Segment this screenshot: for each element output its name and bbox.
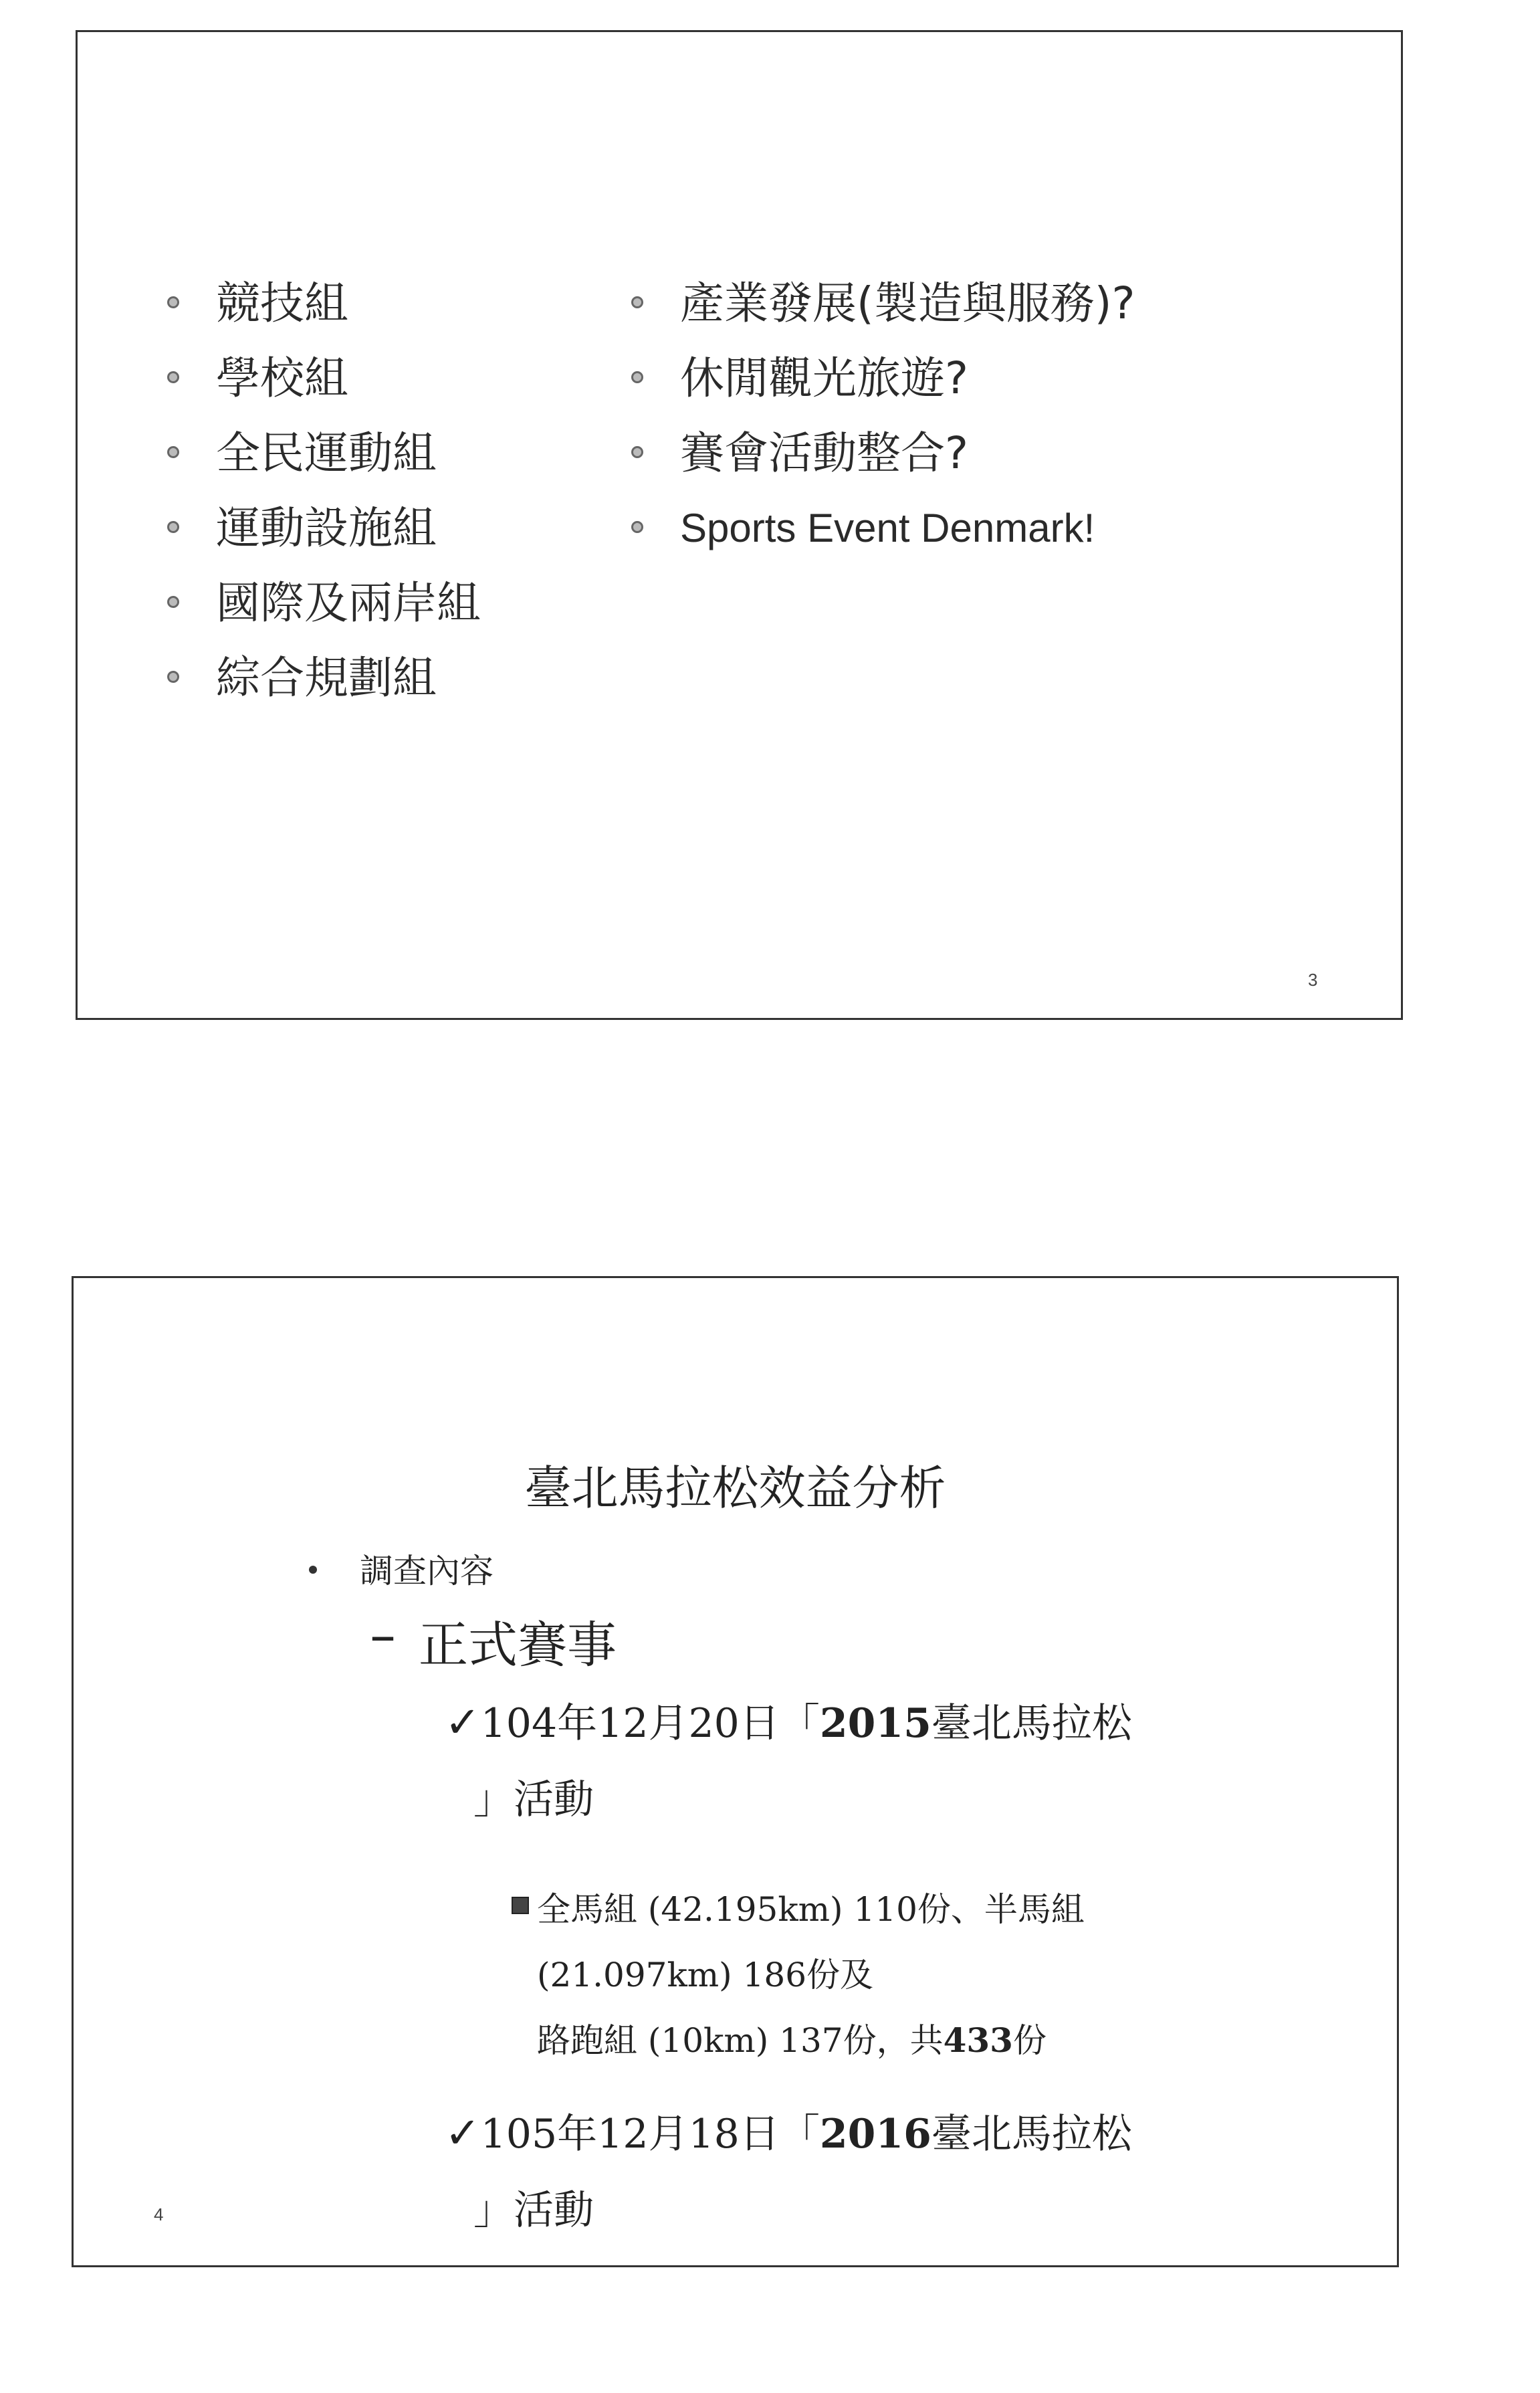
checkmark-icon: ✓ <box>445 1698 481 1748</box>
bullet-icon <box>167 671 179 683</box>
detail-total: 433 <box>943 2020 1013 2060</box>
list-item-label: 國際及兩岸組 <box>216 577 481 629</box>
slide-3 <box>76 30 1403 1020</box>
event-item-continuation: 」活動 <box>473 2187 594 2234</box>
bullet-icon <box>167 296 179 308</box>
list-item <box>631 491 1135 566</box>
left-bullet-list <box>167 266 481 716</box>
bullet-icon <box>167 371 179 383</box>
list-item <box>631 266 1135 341</box>
list-item <box>631 341 1135 416</box>
list-item-label: 休閒觀光旅遊? <box>680 352 969 404</box>
event-year: 2015 <box>819 1700 931 1747</box>
checkmark-icon: ✓ <box>445 2109 481 2158</box>
event-item-continuation: 」活動 <box>473 1776 594 1823</box>
slide-4 <box>72 1276 1399 2267</box>
dash-icon: – <box>370 1606 396 1666</box>
list-item-label: 全民運動組 <box>216 427 437 479</box>
right-bullet-list <box>631 266 1135 566</box>
list-item <box>167 416 481 491</box>
list-item-label: 競技組 <box>216 278 348 329</box>
event-date: 105年12月18日「 <box>480 2111 820 2158</box>
page-number: 3 <box>1308 970 1318 990</box>
bullet-icon <box>309 1566 317 1574</box>
event-year: 2016 <box>819 2111 931 2158</box>
list-item <box>167 566 481 641</box>
bullet-icon <box>631 446 643 458</box>
detail-text: 份 <box>1012 2021 1047 2060</box>
event-date: 104年12月20日「 <box>480 1700 820 1747</box>
bullet-icon <box>631 521 643 533</box>
bullet-label: 調查內容 <box>360 1552 493 1590</box>
event-item-2016 <box>445 2102 1132 2160</box>
page-number: 4 <box>154 2204 164 2224</box>
list-item <box>167 341 481 416</box>
event-name: 臺北馬拉松 <box>931 2111 1132 2158</box>
bullet-icon <box>167 596 179 608</box>
event-item-2015 <box>445 1691 1132 1749</box>
list-item-label: 賽會活動整合? <box>680 427 969 479</box>
event-name: 臺北馬拉松 <box>931 1700 1132 1747</box>
slide-title: 臺北馬拉松效益分析 <box>524 1461 946 1516</box>
detail-line: 全馬組 (42.195km) 110份、半馬組 <box>537 1890 1085 1929</box>
bullet-icon <box>631 371 643 383</box>
list-item-label: 產業發展(製造與服務)? <box>680 278 1135 329</box>
bullet-icon <box>167 521 179 533</box>
detail-text: 路跑組 (10km) 137份，共 <box>537 2021 944 2060</box>
list-item <box>631 416 1135 491</box>
detail-line: (21.097km) 186份及 <box>537 1956 874 1994</box>
list-item-label: Sports Event Denmark! <box>680 506 1095 550</box>
list-item <box>167 641 481 716</box>
detail-line <box>537 2014 1047 2062</box>
bullet-icon <box>167 446 179 458</box>
list-item-label: 運動設施組 <box>216 502 437 554</box>
list-item-label: 學校組 <box>216 352 348 404</box>
bullet-icon <box>631 296 643 308</box>
list-item <box>167 266 481 341</box>
square-bullet-icon <box>512 1897 529 1914</box>
list-item <box>167 491 481 566</box>
sub-bullet-label: 正式賽事 <box>419 1617 617 1674</box>
list-item-label: 綜合規劃組 <box>216 652 437 704</box>
